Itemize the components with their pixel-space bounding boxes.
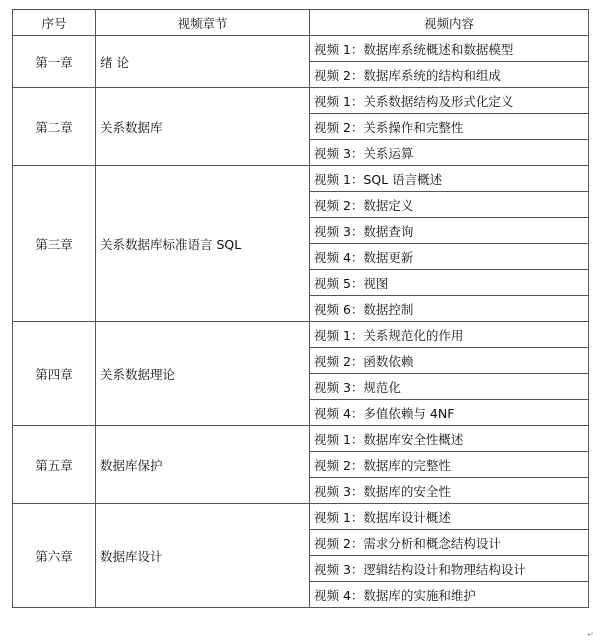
video-item: 视频 2：关系操作和完整性 <box>310 114 589 140</box>
table-row <box>13 36 589 62</box>
video-item: 视频 2：数据库的完整性 <box>310 452 589 478</box>
header-num: 序号 <box>13 10 96 36</box>
table-header-row <box>13 10 589 36</box>
video-item: 视频 2：数据定义 <box>310 192 589 218</box>
header-content: 视频内容 <box>310 10 589 36</box>
chapter-num: 第四章 <box>13 322 96 426</box>
chapter-title: 关系数据理论 <box>96 322 310 426</box>
video-item: 视频 3：关系运算 <box>310 140 589 166</box>
video-item: 视频 5：视图 <box>310 270 589 296</box>
header-chapter: 视频章节 <box>96 10 310 36</box>
paragraph-mark: ↵ <box>587 630 594 639</box>
video-chapter-table <box>12 9 589 608</box>
chapter-title: 数据库保护 <box>96 426 310 504</box>
table-row <box>13 88 589 114</box>
video-item: 视频 1：数据库设计概述 <box>310 504 589 530</box>
video-item: 视频 4：多值依赖与 4NF <box>310 400 589 426</box>
video-item: 视频 2：函数依赖 <box>310 348 589 374</box>
table-row <box>13 504 589 530</box>
chapter-num: 第一章 <box>13 36 96 88</box>
video-item: 视频 1：数据库安全性概述 <box>310 426 589 452</box>
video-item: 视频 1：关系数据结构及形式化定义 <box>310 88 589 114</box>
chapter-num: 第二章 <box>13 88 96 166</box>
video-item: 视频 3：逻辑结构设计和物理结构设计 <box>310 556 589 582</box>
table-row <box>13 426 589 452</box>
chapter-num: 第六章 <box>13 504 96 608</box>
video-item: 视频 2：数据库系统的结构和组成 <box>310 62 589 88</box>
table-row <box>13 166 589 192</box>
video-item: 视频 6：数据控制 <box>310 296 589 322</box>
video-item: 视频 3：规范化 <box>310 374 589 400</box>
video-item: 视频 2：需求分析和概念结构设计 <box>310 530 589 556</box>
chapter-title: 数据库设计 <box>96 504 310 608</box>
video-item: 视频 3：数据库的安全性 <box>310 478 589 504</box>
video-item: 视频 1：数据库系统概述和数据模型 <box>310 36 589 62</box>
video-item: 视频 4：数据更新 <box>310 244 589 270</box>
video-item: 视频 3：数据查询 <box>310 218 589 244</box>
video-item: 视频 1：SQL 语言概述 <box>310 166 589 192</box>
chapter-title: 关系数据库 <box>96 88 310 166</box>
chapter-title: 关系数据库标准语言 SQL <box>96 166 310 322</box>
chapter-num: 第五章 <box>13 426 96 504</box>
table-row <box>13 322 589 348</box>
chapter-num: 第三章 <box>13 166 96 322</box>
chapter-title: 绪 论 <box>96 36 310 88</box>
video-item: 视频 4：数据库的实施和维护 <box>310 582 589 608</box>
video-item: 视频 1：关系规范化的作用 <box>310 322 589 348</box>
